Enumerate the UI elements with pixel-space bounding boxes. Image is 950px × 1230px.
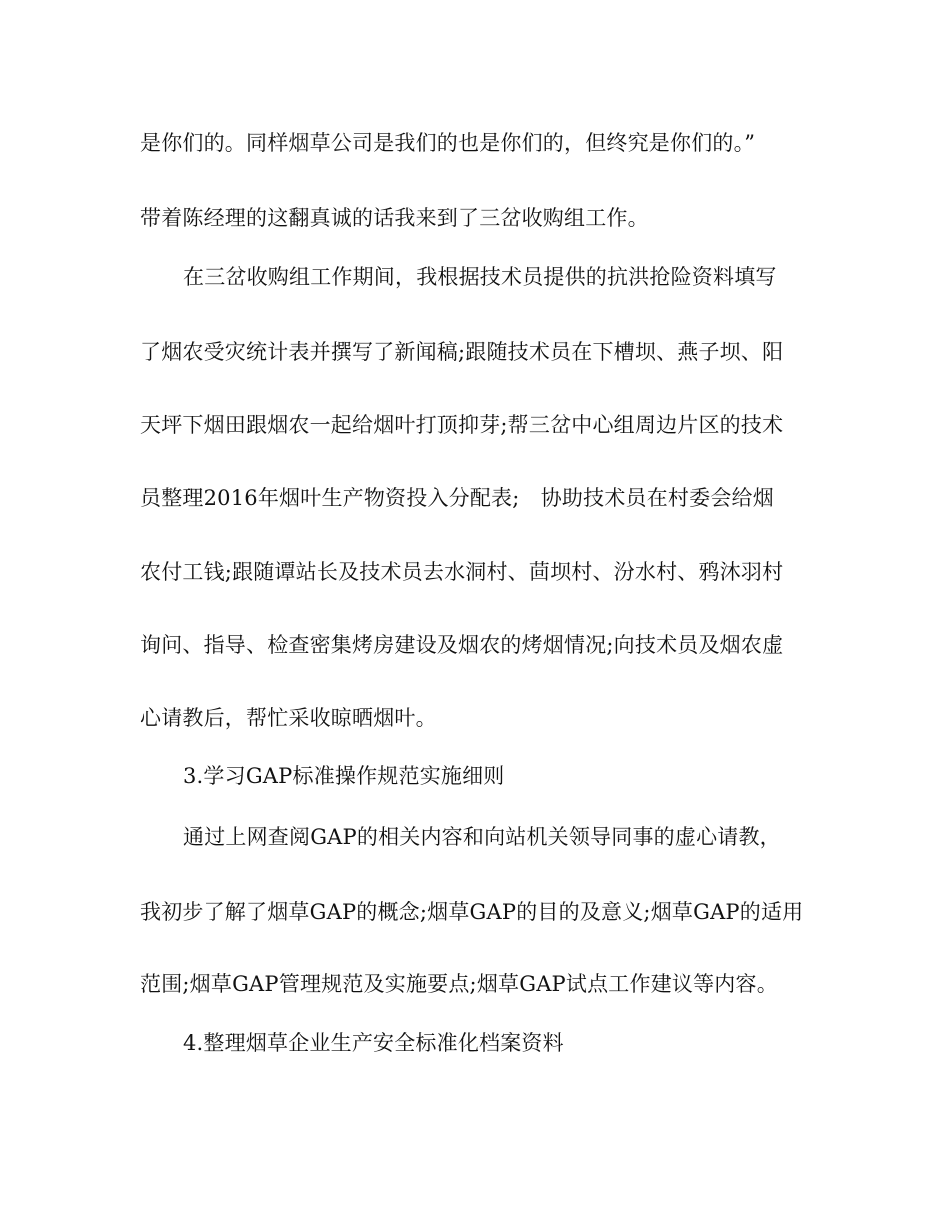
text-line-9: 心请教后，帮忙采收晾晒烟叶。: [140, 706, 437, 730]
section-heading-3: 3.学习GAP标准操作规范实施细则: [183, 764, 505, 788]
text-line-7: 农付工钱;跟随谭站长及技术员去水洞村、茴坝村、汾水村、鸦沐羽村: [140, 560, 784, 584]
text-line-8: 询问、指导、检查密集烤房建设及烟农的烤烟情况;向技术员及烟农虚: [140, 633, 784, 657]
section-heading-4: 4.整理烟草企业生产安全标准化档案资料: [183, 1031, 564, 1055]
text-line-6: 员整理2016年烟叶生产物资投入分配表; 协助技术员在村委会给烟: [140, 486, 774, 510]
text-line-2: 带着陈经理的这翻真诚的话我来到了三岔收购组工作。: [140, 206, 649, 230]
text-line-12: 我初步了解了烟草GAP的概念;烟草GAP的目的及意义;烟草GAP的适用: [140, 900, 804, 924]
paragraph-start-line: 通过上网查阅GAP的相关内容和向站机关领导同事的虚心请教，: [183, 825, 781, 849]
text-line-13: 范围;烟草GAP管理规范及实施要点;烟草GAP试点工作建议等内容。: [140, 972, 778, 996]
text-line-5: 天坪下烟田跟烟农一起给烟叶打顶抑芽;帮三岔中心组周边片区的技术: [140, 413, 784, 437]
text-line-1: 是你们的。同样烟草公司是我们的也是你们的，但终究是你们的。”: [140, 131, 756, 155]
text-line-4: 了烟农受灾统计表并撰写了新闻稿;跟随技术员在下槽坝、燕子坝、阳: [140, 340, 784, 364]
paragraph-start-line: 在三岔收购组工作期间，我根据技术员提供的抗洪抢险资料填写: [183, 265, 777, 289]
